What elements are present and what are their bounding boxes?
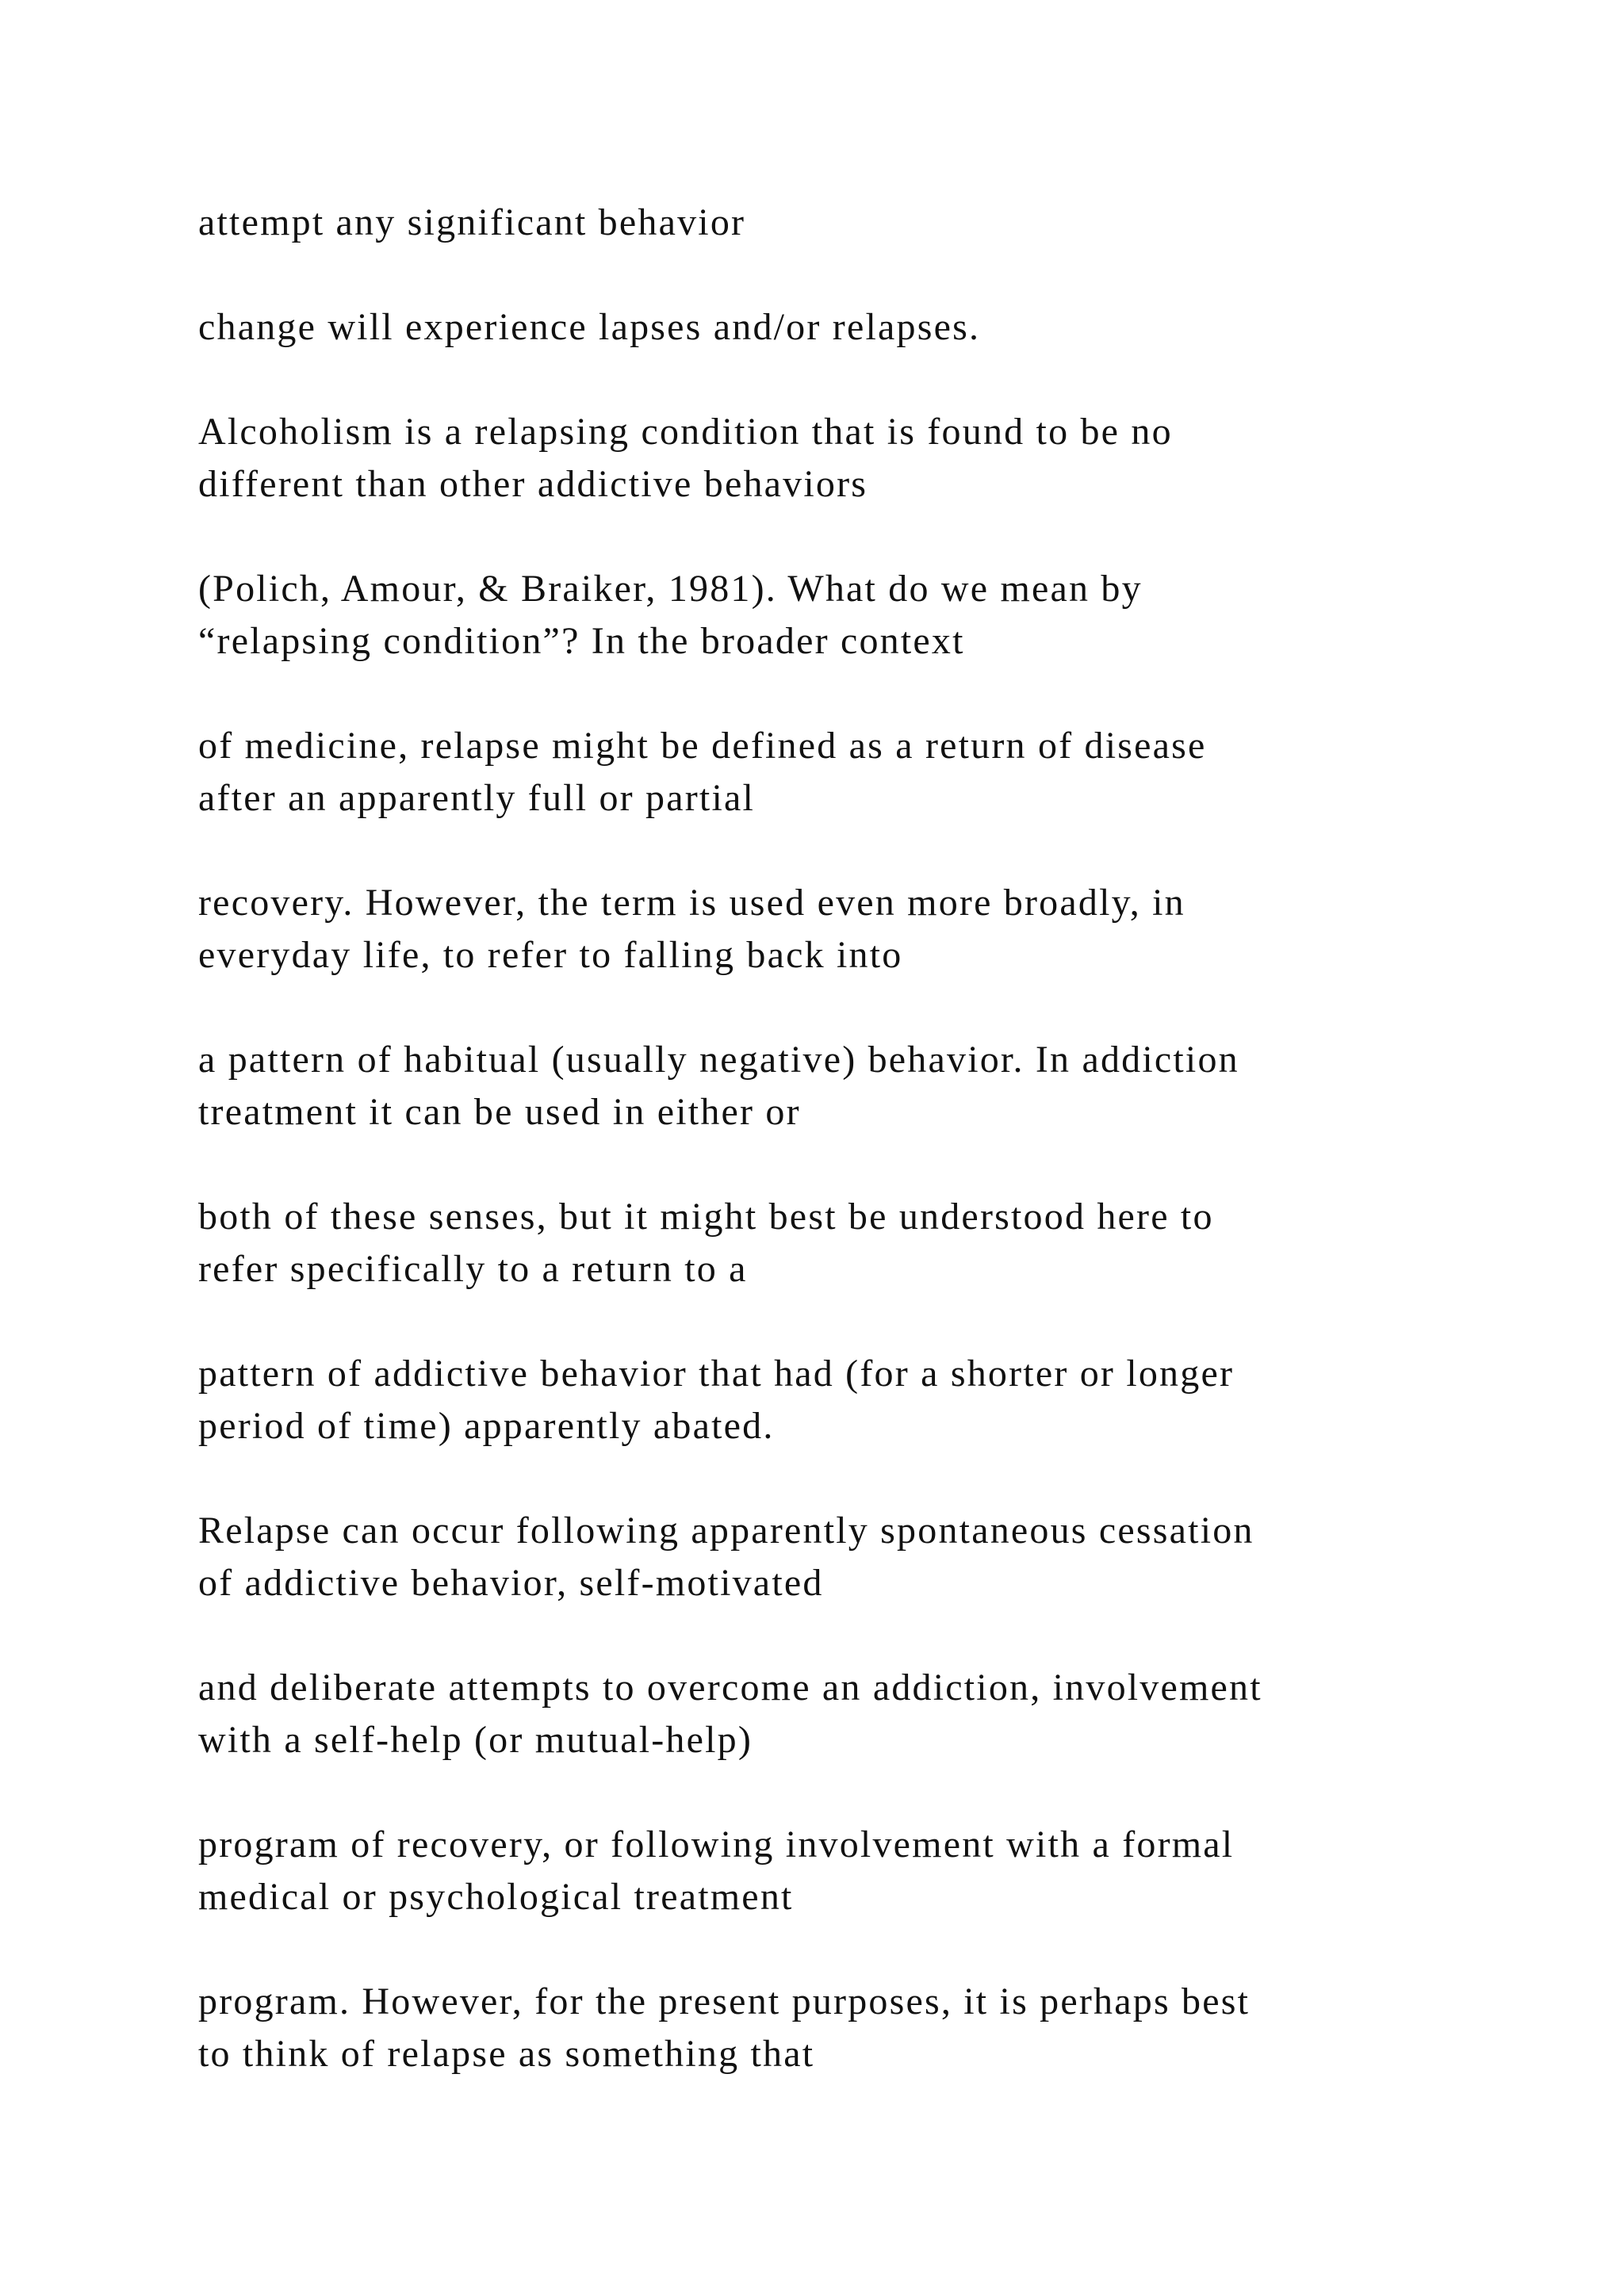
text-line: attempt any significant behavior — [198, 201, 746, 243]
text-line: Relapse can occur following apparently spontaneous cessation — [198, 1510, 1254, 1552]
text-line: period of time) apparently abated. — [198, 1405, 775, 1447]
text-line: both of these senses, but it might best be understood here to — [198, 1196, 1214, 1238]
text-line: “relapsing condition”? In the broader context — [198, 620, 965, 662]
text-line: Alcoholism is a relapsing condition that is found to be no — [198, 411, 1173, 453]
text-line: pattern of addictive behavior that had (for a shorter or longer — [198, 1353, 1235, 1395]
paragraph — [198, 1191, 1467, 1295]
text-line: everyday life, to refer to falling back into — [198, 934, 903, 976]
text-line: with a self-help (or mutual-help) — [198, 1719, 753, 1761]
paragraph — [198, 301, 1467, 354]
paragraph — [198, 877, 1467, 982]
paragraph — [198, 1348, 1467, 1452]
paragraph — [198, 1819, 1467, 1923]
text-line: refer specifically to a return to a — [198, 1248, 748, 1290]
paragraph — [198, 720, 1467, 825]
paragraph — [198, 1034, 1467, 1138]
text-line: and deliberate attempts to overcome an addiction, involvement — [198, 1667, 1262, 1709]
text-line: program. However, for the present purposes, it is perhaps best — [198, 1980, 1251, 2022]
text-line: of medicine, relapse might be defined as a return of disease — [198, 725, 1207, 767]
text-line: of addictive behavior, self-motivated — [198, 1562, 824, 1604]
text-line: after an apparently full or partial — [198, 777, 756, 819]
paragraph — [198, 1662, 1467, 1766]
text-line: program of recovery, or following involvement with a formal — [198, 1823, 1235, 1866]
text-line: to think of relapse as something that — [198, 2033, 815, 2075]
text-line: medical or psychological treatment — [198, 1876, 794, 1918]
paragraph — [198, 1976, 1467, 2080]
text-line: treatment it can be used in either or — [198, 1091, 801, 1133]
paragraph — [198, 197, 1467, 249]
text-line: change will experience lapses and/or relapses. — [198, 306, 981, 348]
paragraph — [198, 406, 1467, 511]
paragraph — [198, 1505, 1467, 1609]
paragraph — [198, 563, 1467, 668]
text-line: different than other addictive behaviors — [198, 463, 868, 505]
text-line: (Polich, Amour, & Braiker, 1981). What do we mean by — [198, 568, 1143, 610]
text-line: a pattern of habitual (usually negative) behavior. In addiction — [198, 1039, 1239, 1081]
text-line: recovery. However, the term is used even more broadly, in — [198, 882, 1185, 924]
